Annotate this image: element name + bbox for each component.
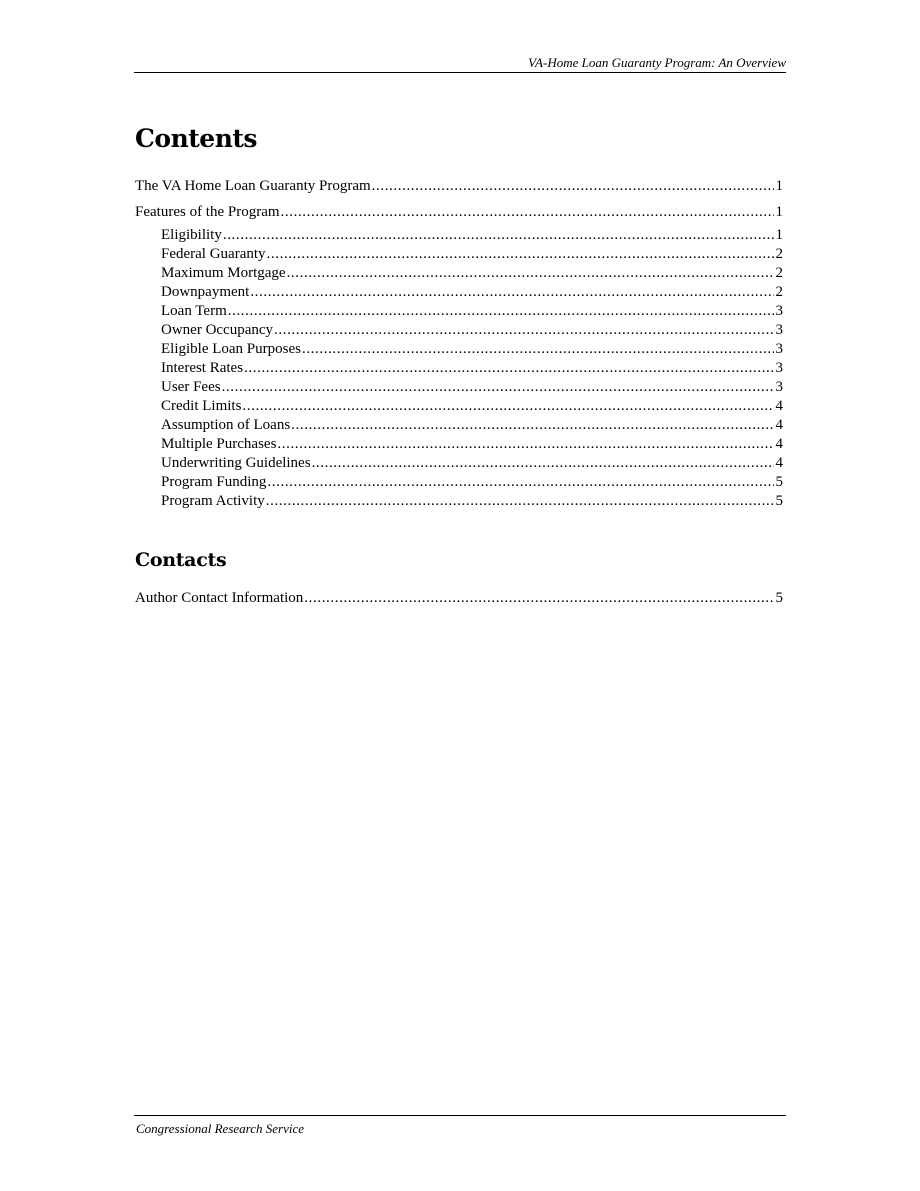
toc-dot-leader <box>274 321 773 339</box>
toc-page-number: 3 <box>775 341 783 357</box>
toc-page-number: 3 <box>775 379 783 395</box>
toc-dot-leader <box>287 264 774 282</box>
toc-page-number: 3 <box>775 303 783 319</box>
toc-page-number: 4 <box>775 455 783 471</box>
running-title: VA-Home Loan Guaranty Program: An Overview <box>528 55 786 70</box>
toc-dot-leader <box>291 416 773 434</box>
toc-entry-label: Multiple Purchases <box>161 436 277 452</box>
toc-entry-label: Interest Rates <box>161 360 244 376</box>
toc-entry-label: Maximum Mortgage <box>161 265 286 281</box>
toc-subentry[interactable] <box>161 302 783 320</box>
toc-page-number: 5 <box>775 474 783 490</box>
toc-page-number: 1 <box>775 204 783 220</box>
toc-page-number: 1 <box>775 227 783 243</box>
toc-page-number: 5 <box>775 493 783 509</box>
toc-entry-label: Assumption of Loans <box>161 417 291 433</box>
page-footer <box>134 1115 786 1136</box>
toc-subentry[interactable] <box>161 416 783 434</box>
toc-subentry[interactable] <box>161 264 783 282</box>
toc-dot-leader <box>244 359 773 377</box>
toc-entry[interactable] <box>135 589 783 607</box>
toc-dot-leader <box>277 435 773 453</box>
toc-subentry[interactable] <box>161 492 783 510</box>
toc-page-number: 5 <box>775 590 783 606</box>
toc-entry-label: Federal Guaranty <box>161 246 266 262</box>
toc-page-number: 2 <box>775 246 783 262</box>
toc-entry-label: Underwriting Guidelines <box>161 455 311 471</box>
toc-dot-leader <box>250 283 773 301</box>
toc-dot-leader <box>267 245 774 263</box>
toc-dot-leader <box>304 589 773 607</box>
toc-subentry[interactable] <box>161 226 783 244</box>
toc-entry[interactable] <box>135 177 783 195</box>
toc-entry-label: Eligibility <box>161 227 222 243</box>
toc-dot-leader <box>267 473 773 491</box>
toc-entry-label: User Fees <box>161 379 221 395</box>
toc-dot-leader <box>302 340 774 358</box>
toc-page-number: 4 <box>775 398 783 414</box>
toc-dot-leader <box>372 177 774 195</box>
toc-entry-label: Credit Limits <box>161 398 242 414</box>
toc-dot-leader <box>266 492 774 510</box>
toc-subentry[interactable] <box>161 397 783 415</box>
toc-subentry[interactable] <box>161 378 783 396</box>
toc-dot-leader <box>281 203 774 221</box>
toc-dot-leader <box>242 397 773 415</box>
toc-entry-label: Eligible Loan Purposes <box>161 341 301 357</box>
toc-entry[interactable] <box>135 203 783 221</box>
contents-heading: Contents <box>135 124 258 153</box>
toc-page-number: 3 <box>775 360 783 376</box>
toc-entry-label: Owner Occupancy <box>161 322 274 338</box>
toc-entry-label: Features of the Program <box>135 204 280 220</box>
toc-subentry[interactable] <box>161 454 783 472</box>
toc-subentry[interactable] <box>161 359 783 377</box>
toc-entry-label: Author Contact Information <box>135 590 304 606</box>
page-header <box>134 53 786 73</box>
toc-page-number: 1 <box>775 178 783 194</box>
toc-entry-label: Program Funding <box>161 474 267 490</box>
toc-subentry[interactable] <box>161 340 783 358</box>
contacts-heading: Contacts <box>135 549 227 571</box>
toc-entry-label: Loan Term <box>161 303 227 319</box>
toc-page-number: 3 <box>775 322 783 338</box>
toc-dot-leader <box>223 226 774 244</box>
toc-entry-label: Downpayment <box>161 284 250 300</box>
toc-page-number: 4 <box>775 436 783 452</box>
toc-page-number: 4 <box>775 417 783 433</box>
toc-subentry[interactable] <box>161 473 783 491</box>
toc-dot-leader <box>228 302 774 320</box>
toc-entry-label: The VA Home Loan Guaranty Program <box>135 178 371 194</box>
toc-subentry[interactable] <box>161 245 783 263</box>
toc-subentry[interactable] <box>161 435 783 453</box>
toc-subentry[interactable] <box>161 321 783 339</box>
toc-dot-leader <box>222 378 774 396</box>
toc-subentry[interactable] <box>161 283 783 301</box>
toc-page-number: 2 <box>775 265 783 281</box>
toc-entry-label: Program Activity <box>161 493 265 509</box>
toc-dot-leader <box>312 454 774 472</box>
toc-page-number: 2 <box>775 284 783 300</box>
footer-organization: Congressional Research Service <box>136 1121 304 1136</box>
